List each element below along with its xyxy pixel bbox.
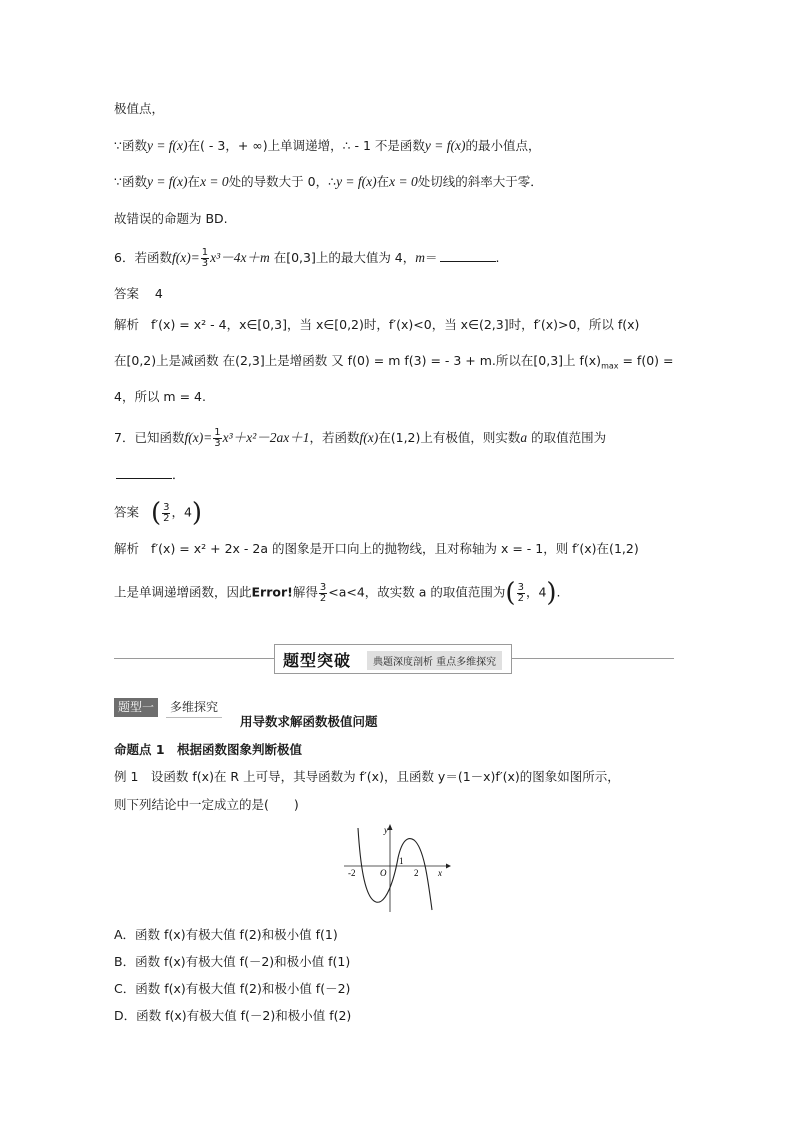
solution-label: 解析 <box>114 541 140 556</box>
text-line-conclusion: 故错误的命题为 BD. <box>114 211 228 226</box>
text-segment: 处的导数大于 0，∴ <box>228 174 337 189</box>
text-segment: f′(x) = x² - 4，x∈[0,3]，当 x∈[0,2)时，f′(x)<0，当 x∈(2,3]时，f′(x)>0，所以 f(x) <box>150 317 640 332</box>
text-segment: 在( - 3，+ ∞)上单调递增，∴ - 1 不是函数 <box>187 138 425 153</box>
section-title: 用导数求解函数极值问题 <box>240 714 378 729</box>
math-segment: x³＋x²－2ax＋1 <box>222 430 310 445</box>
answer-7 <box>114 500 202 526</box>
answer-blank <box>116 466 172 479</box>
example-1-line-1: 例 1 设函数 f(x)在 R 上可导，其导函数为 f′(x)，且函数 y＝(1－x)f′(x)的图象如图所示， <box>114 769 620 784</box>
fraction <box>517 583 525 604</box>
text-segment: 处切线的斜率大于零． <box>417 174 543 189</box>
y-axis-arrow <box>388 824 393 830</box>
y-axis-label: y <box>384 825 388 835</box>
option-c: C．函数 f(x)有极大值 f(2)和极小值 f(－2) <box>114 981 351 996</box>
topic-tag: 题型一 <box>114 698 158 717</box>
fraction-numerator: 3 <box>163 501 170 513</box>
answer-label: 答案 <box>114 504 140 520</box>
answer-blank <box>440 249 496 262</box>
tick-label-neg2: -2 <box>348 868 356 878</box>
left-paren: ( <box>505 578 516 608</box>
math-segment: f(x)= <box>184 430 213 445</box>
fraction <box>213 428 221 449</box>
section-banner <box>274 644 512 674</box>
fraction-denominator: 2 <box>319 592 327 604</box>
solution-7-line-2 <box>114 580 561 606</box>
fraction <box>319 583 327 604</box>
math-segment: a <box>520 430 528 445</box>
fraction-denominator: 2 <box>163 512 170 524</box>
banner-title: 题型突破 <box>283 651 352 670</box>
banner-tags: 典题深度剖析 重点多维探究 <box>367 651 502 670</box>
tick-label-1: 1 <box>399 856 404 866</box>
solution-label: 解析 <box>114 317 140 332</box>
solution-6-line-1 <box>114 316 639 334</box>
text-segment: ∵函数 <box>114 174 147 189</box>
math-segment: m <box>415 250 425 265</box>
option-d: D．函数 f(x)有极大值 f(－2)和极小值 f(2) <box>114 1008 352 1023</box>
text-line-extreme-point: 极值点， <box>114 101 165 116</box>
error-marker: Error! <box>251 584 293 600</box>
math-segment: y = f(x) <box>336 174 377 189</box>
fraction-numerator: 3 <box>319 581 327 593</box>
text-segment: ，4 <box>525 584 547 600</box>
text-segment: . <box>556 584 561 600</box>
proposition-point-1: 命题点 1 根据函数图象判断极值 <box>114 742 303 757</box>
fraction <box>201 248 209 269</box>
text-segment: ＝ <box>425 250 438 265</box>
origin-label: O <box>380 868 387 878</box>
text-segment: ，4 <box>171 504 192 520</box>
x-axis-arrow <box>446 864 451 869</box>
answer-value: 4 <box>154 286 163 301</box>
right-paren: ) <box>546 578 557 608</box>
text-segment: ． <box>172 467 185 482</box>
text-line-monotonic <box>114 137 541 155</box>
text-segment: f′(x) = x² + 2x - 2a 的图象是开口向上的抛物线，且对称轴为 x = - 1，则 f′(x)在(1,2) <box>150 541 639 556</box>
math-segment: y = f(x) <box>146 174 188 189</box>
text-segment: = f(0) = <box>618 353 674 368</box>
math-segment: x³－4x＋m <box>210 250 270 265</box>
curve <box>358 828 432 910</box>
solution-6-line-2 <box>114 352 673 376</box>
fraction-denominator: 3 <box>201 258 209 269</box>
fraction <box>162 503 170 524</box>
math-segment: y = f(x) <box>424 138 466 153</box>
option-b: B．函数 f(x)有极大值 f(－2)和极小值 f(1) <box>114 954 351 969</box>
answer-label: 答案 <box>114 286 140 301</box>
math-segment: x = 0 <box>389 174 418 189</box>
text-segment: 6．若函数 <box>114 250 172 265</box>
math-segment: y = f(x) <box>146 138 188 153</box>
right-paren: ) <box>191 498 203 528</box>
topic-subtag: 多维探究 <box>166 698 222 718</box>
fraction-denominator: 2 <box>517 592 524 604</box>
question-6 <box>114 248 500 269</box>
function-graph <box>336 820 452 920</box>
subscript-max: max <box>601 361 619 371</box>
answer-6 <box>114 285 163 303</box>
solution-7-line-1 <box>114 540 639 558</box>
text-segment: 在 <box>376 174 390 189</box>
solution-6-line-3: 4，所以 m = 4. <box>114 389 206 404</box>
text-segment: ，若函数 <box>309 430 360 445</box>
tick-label-2: 2 <box>414 868 419 878</box>
math-segment: f(x)= <box>171 250 200 265</box>
question-7-blank-line <box>114 466 185 484</box>
text-segment: 的最小值点， <box>465 138 541 153</box>
math-segment: f(x) <box>359 430 379 445</box>
fraction-denominator: 3 <box>214 438 221 449</box>
text-line-derivative <box>114 173 543 191</box>
question-7 <box>114 428 606 449</box>
fraction-numerator: 1 <box>214 427 221 438</box>
banner-rule-right <box>510 658 674 659</box>
math-segment: x = 0 <box>200 174 229 189</box>
text-segment: 在 <box>187 174 201 189</box>
text-segment: 7．已知函数 <box>114 430 185 445</box>
fraction-numerator: 1 <box>201 247 209 258</box>
text-segment: ∵函数 <box>114 138 147 153</box>
x-axis-label: x <box>438 868 442 878</box>
example-1-line-2: 则下列结论中一定成立的是( ) <box>114 797 299 812</box>
option-a: A．函数 f(x)有极大值 f(2)和极小值 f(1) <box>114 927 338 942</box>
left-paren: ( <box>150 498 162 528</box>
text-segment: 在[0,2)上是减函数 在(2,3]上是增函数 又 f(0) = m f(3) = - 3 + m.所以在[0,3]上 f(x) <box>114 353 602 368</box>
fraction-numerator: 3 <box>517 581 524 593</box>
text-segment: 解得 <box>292 584 318 600</box>
text-segment: 的取值范围为 <box>531 430 607 445</box>
text-segment: 在[0,3]上的最大值为 4， <box>273 250 416 265</box>
text-segment: 上是单调递增函数，因此 <box>114 584 252 600</box>
text-segment: . <box>495 250 500 265</box>
banner-rule-left <box>114 658 274 659</box>
text-segment: 在(1,2)上有极值，则实数 <box>378 430 521 445</box>
text-segment: <a<4，故实数 a 的取值范围为 <box>328 584 506 600</box>
